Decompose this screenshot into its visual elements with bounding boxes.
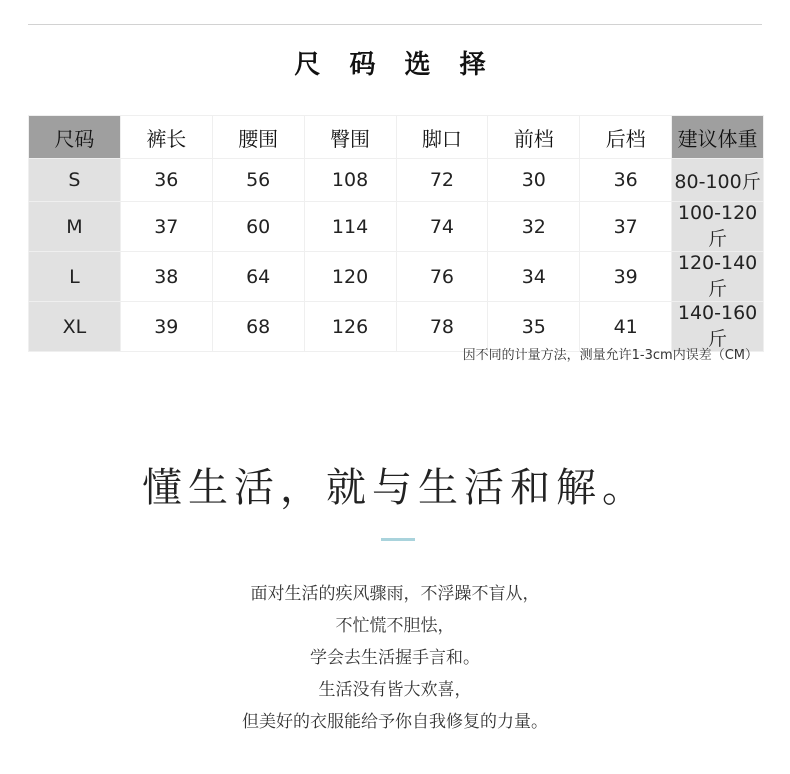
size-cell: M — [29, 202, 121, 252]
size-cell: L — [29, 252, 121, 302]
top-divider — [28, 24, 762, 25]
table-header-row — [29, 116, 764, 159]
header-back-rise: 后档 — [580, 116, 672, 159]
table-cell: 39 — [580, 252, 672, 302]
table-cell: 72 — [396, 159, 488, 202]
table-cell: 60 — [212, 202, 304, 252]
weight-cell: 140-160斤 — [672, 302, 764, 352]
table-cell: 56 — [212, 159, 304, 202]
header-size: 尺码 — [29, 116, 121, 159]
table-cell: 34 — [488, 252, 580, 302]
table-cell: 78 — [396, 302, 488, 352]
table-cell: 39 — [120, 302, 212, 352]
header-waist: 腰围 — [212, 116, 304, 159]
poem-line: 面对生活的疾风骤雨，不浮躁不盲从， — [250, 584, 540, 604]
poem-line: 不忙慌不胆怯， — [335, 616, 455, 636]
measurement-note: 因不同的计量方法，测量允许1-3cm内误差（CM） — [462, 348, 758, 363]
poem-line: 但美好的衣服能给予你自我修复的力量。 — [242, 712, 548, 732]
table-cell: 37 — [120, 202, 212, 252]
accent-divider — [381, 538, 415, 541]
table-cell: 76 — [396, 252, 488, 302]
header-length: 裤长 — [120, 116, 212, 159]
table-cell: 36 — [120, 159, 212, 202]
page-title: 尺 码 选 择 — [294, 50, 496, 80]
size-table — [28, 115, 764, 352]
poem-line: 生活没有皆大欢喜， — [318, 680, 472, 700]
table-row — [29, 252, 764, 302]
table-cell: 108 — [304, 159, 396, 202]
table-row — [29, 159, 764, 202]
table-cell: 68 — [212, 302, 304, 352]
slogan-heading: 懂生活，就与生活和解。 — [142, 465, 648, 511]
weight-cell: 100-120斤 — [672, 202, 764, 252]
table-cell: 32 — [488, 202, 580, 252]
size-cell: XL — [29, 302, 121, 352]
header-hem: 脚口 — [396, 116, 488, 159]
header-weight: 建议体重 — [672, 116, 764, 159]
table-cell: 35 — [488, 302, 580, 352]
poem-line: 学会去生活握手言和。 — [310, 648, 480, 668]
table-cell: 38 — [120, 252, 212, 302]
header-front-rise: 前档 — [488, 116, 580, 159]
table-cell: 120 — [304, 252, 396, 302]
table-cell: 114 — [304, 202, 396, 252]
weight-cell: 80-100斤 — [672, 159, 764, 202]
table-cell: 64 — [212, 252, 304, 302]
poem-text — [0, 578, 790, 738]
table-row — [29, 202, 764, 252]
table-cell: 36 — [580, 159, 672, 202]
size-cell: S — [29, 159, 121, 202]
table-cell: 41 — [580, 302, 672, 352]
header-hip: 臀围 — [304, 116, 396, 159]
weight-cell: 120-140斤 — [672, 252, 764, 302]
table-cell: 30 — [488, 159, 580, 202]
table-cell: 37 — [580, 202, 672, 252]
table-cell: 74 — [396, 202, 488, 252]
table-cell: 126 — [304, 302, 396, 352]
